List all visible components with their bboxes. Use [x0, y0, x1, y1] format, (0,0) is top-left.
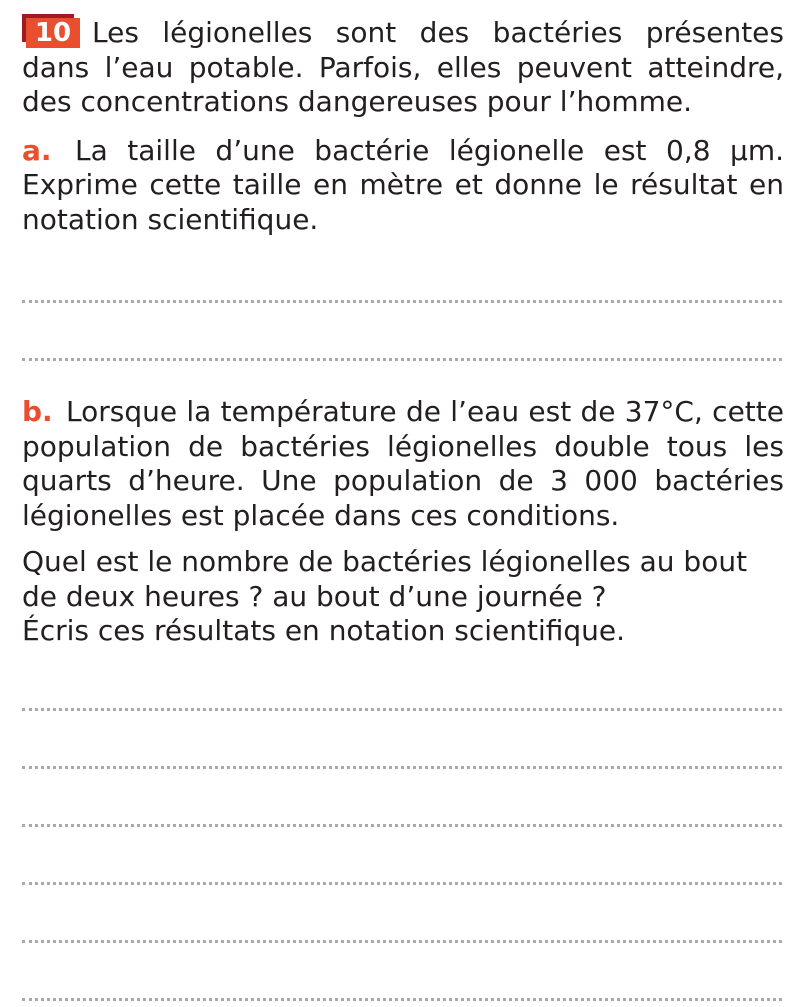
question-a-marker: a. [22, 133, 52, 167]
exercise-intro [22, 14, 784, 120]
question-b-marker: b. [22, 395, 53, 428]
question-b [22, 395, 784, 533]
answer-line-a-2[interactable] [22, 358, 782, 361]
question-b-followup [22, 545, 784, 649]
exercise-container [22, 14, 784, 1001]
question-b-followup-line-1: Quel est le nombre de bactéries légionelles au bout de deux heures ? au bout d’une journée ? [22, 545, 748, 613]
exercise-number-badge [22, 14, 80, 46]
answer-line-b-3[interactable] [22, 824, 782, 827]
answer-line-b-2[interactable] [22, 766, 782, 769]
intro-text: Les légionelles sont des bactéries présentes dans l’eau potable. Parfois, elles peuvent atteindre, des concentrations dangereuses pour l’homme. [22, 16, 784, 118]
question-a-text: La taille d’une bactérie légionelle est 0,8 µm. Exprime cette taille en mètre et donne le résultat en notation scientifique. [22, 133, 784, 236]
answer-line-b-1[interactable] [22, 708, 782, 711]
answer-line-b-5[interactable] [22, 940, 782, 943]
question-a [22, 134, 784, 238]
question-b-text: Lorsque la température de l’eau est de 37°C, cette population de bactéries légionelles double tous les quarts d’heure. Une population de 3 000 bactéries légionelles est placée dans ces conditions. [22, 395, 784, 532]
answer-line-a-1[interactable] [22, 300, 782, 303]
answer-line-b-6[interactable] [22, 998, 782, 1001]
question-b-followup-line-2: Écris ces résultats en notation scientifique. [22, 614, 626, 647]
answer-line-b-4[interactable] [22, 882, 782, 885]
exercise-number: 10 [26, 18, 80, 48]
